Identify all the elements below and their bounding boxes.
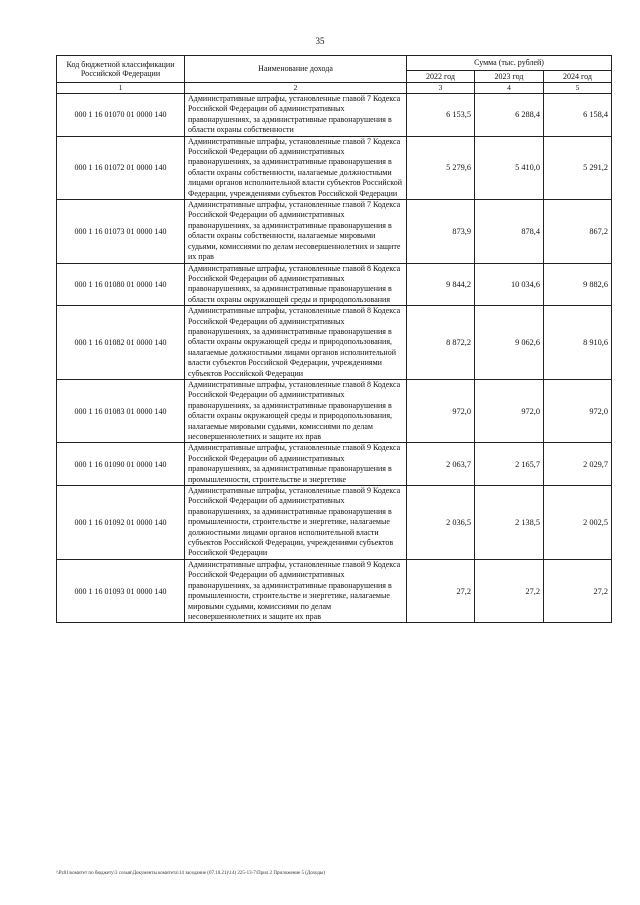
amount-2024: 6 158,4 <box>544 94 612 137</box>
amount-2022: 2 036,5 <box>407 486 475 560</box>
budget-code: 000 1 16 01080 01 0000 140 <box>57 263 185 306</box>
budget-code: 000 1 16 01083 01 0000 140 <box>57 379 185 442</box>
amount-2023: 9 062,6 <box>475 306 544 380</box>
amount-2023: 2 165,7 <box>475 443 544 486</box>
table-row <box>57 486 612 560</box>
amount-2024: 27,2 <box>544 559 612 622</box>
amount-2024: 8 910,6 <box>544 306 612 380</box>
amount-2023: 6 288,4 <box>475 94 544 137</box>
amount-2022: 5 279,6 <box>407 136 475 199</box>
table-row <box>57 94 612 137</box>
header-sum: Сумма (тыс. рублей) <box>407 56 612 71</box>
header-year-2023: 2023 год <box>475 71 544 83</box>
revenue-name: Административные штрафы, установленные главой 9 Кодекса Российской Федерации об административных правонарушениях, за административные правонарушения в промышленности, строительстве и энергетике <box>185 443 407 486</box>
column-number: 4 <box>475 83 544 94</box>
revenue-name: Административные штрафы, установленные главой 7 Кодекса Российской Федерации об административных правонарушениях, за административные правонарушения в области охраны собственности, налагаемые должностными лицами органов исполнительной власти субъектов Российской Федерации, учреждениями субъектов Российской Федерации <box>185 136 407 199</box>
amount-2023: 27,2 <box>475 559 544 622</box>
page-number: 35 <box>315 36 325 46</box>
revenue-name: Административные штрафы, установленные главой 9 Кодекса Российской Федерации об административных правонарушениях, за административные правонарушения в промышленности, строительстве и энергетике, налагаемые должностными лицами органов исполнительной власти субъектов Российской Федерации, учреждениями субъектов Российской Федерации <box>185 486 407 560</box>
table-row <box>57 443 612 486</box>
table-row <box>57 200 612 263</box>
revenue-name: Административные штрафы, установленные главой 9 Кодекса Российской Федерации об административных правонарушениях, за административные правонарушения в промышленности, строительстве и энергетике, налагаемые мировыми судьями, комиссиями по делам несовершеннолетних и защите их прав <box>185 559 407 622</box>
budget-code: 000 1 16 01090 01 0000 140 <box>57 443 185 486</box>
budget-code: 000 1 16 01072 01 0000 140 <box>57 136 185 199</box>
amount-2022: 9 844,2 <box>407 263 475 306</box>
header-year-2022: 2022 год <box>407 71 475 83</box>
amount-2023: 972,0 <box>475 379 544 442</box>
amount-2023: 5 410,0 <box>475 136 544 199</box>
budget-code: 000 1 16 01073 01 0000 140 <box>57 200 185 263</box>
revenue-name: Административные штрафы, установленные главой 7 Кодекса Российской Федерации об административных правонарушениях, за административные правонарушения в области охраны собственности, налагаемые мировыми судьями, комиссиями по делам несовершеннолетних и защите их прав <box>185 200 407 263</box>
amount-2023: 2 138,5 <box>475 486 544 560</box>
table-row <box>57 559 612 622</box>
amount-2024: 9 882,6 <box>544 263 612 306</box>
budget-code: 000 1 16 01070 01 0000 140 <box>57 94 185 137</box>
amount-2022: 972,0 <box>407 379 475 442</box>
amount-2022: 27,2 <box>407 559 475 622</box>
table-row <box>57 136 612 199</box>
budget-code: 000 1 16 01082 01 0000 140 <box>57 306 185 380</box>
header-year-2024: 2024 год <box>544 71 612 83</box>
revenue-name: Административные штрафы, установленные главой 8 Кодекса Российской Федерации об административных правонарушениях, за административные правонарушения в области охраны окружающей среды и природопользования <box>185 263 407 306</box>
column-number: 1 <box>57 83 185 94</box>
file-path-footer: \\Pz01\комитет по бюджету\3 созыв\Документы комитета\14 заседание (07.10.21)\14) 225-13-7\Прил 2 Приложение 5 (Доходы) <box>56 871 325 876</box>
header-name: Наименование дохода <box>185 56 407 83</box>
revenue-name: Административные штрафы, установленные главой 8 Кодекса Российской Федерации об административных правонарушениях, за административные правонарушения в области охраны окружающей среды и природопользования, налагаемые должностными лицами органов исполнительной власти субъектов Российской Федерации, учреждениями субъектов Российской Федерации <box>185 306 407 380</box>
amount-2024: 2 029,7 <box>544 443 612 486</box>
amount-2024: 972,0 <box>544 379 612 442</box>
revenue-table <box>56 55 612 623</box>
table-row <box>57 379 612 442</box>
table-row <box>57 306 612 380</box>
amount-2024: 2 002,5 <box>544 486 612 560</box>
revenue-name: Административные штрафы, установленные главой 7 Кодекса Российской Федерации об административных правонарушениях, за административные правонарушения в области охраны собственности <box>185 94 407 137</box>
header-code: Код бюджетной классификации Российской Федерации <box>57 56 185 83</box>
table-row <box>57 263 612 306</box>
amount-2024: 867,2 <box>544 200 612 263</box>
column-number: 2 <box>185 83 407 94</box>
amount-2023: 878,4 <box>475 200 544 263</box>
budget-code: 000 1 16 01093 01 0000 140 <box>57 559 185 622</box>
amount-2022: 8 872,2 <box>407 306 475 380</box>
column-number: 5 <box>544 83 612 94</box>
amount-2022: 873,9 <box>407 200 475 263</box>
budget-code: 000 1 16 01092 01 0000 140 <box>57 486 185 560</box>
column-number: 3 <box>407 83 475 94</box>
amount-2023: 10 034,6 <box>475 263 544 306</box>
amount-2024: 5 291,2 <box>544 136 612 199</box>
revenue-name: Административные штрафы, установленные главой 8 Кодекса Российской Федерации об административных правонарушениях, за административные правонарушения в области охраны окружающей среды и природопользования, налагаемые мировыми судьями, комиссиями по делам несовершеннолетних и защите их прав <box>185 379 407 442</box>
amount-2022: 2 063,7 <box>407 443 475 486</box>
amount-2022: 6 153,5 <box>407 94 475 137</box>
